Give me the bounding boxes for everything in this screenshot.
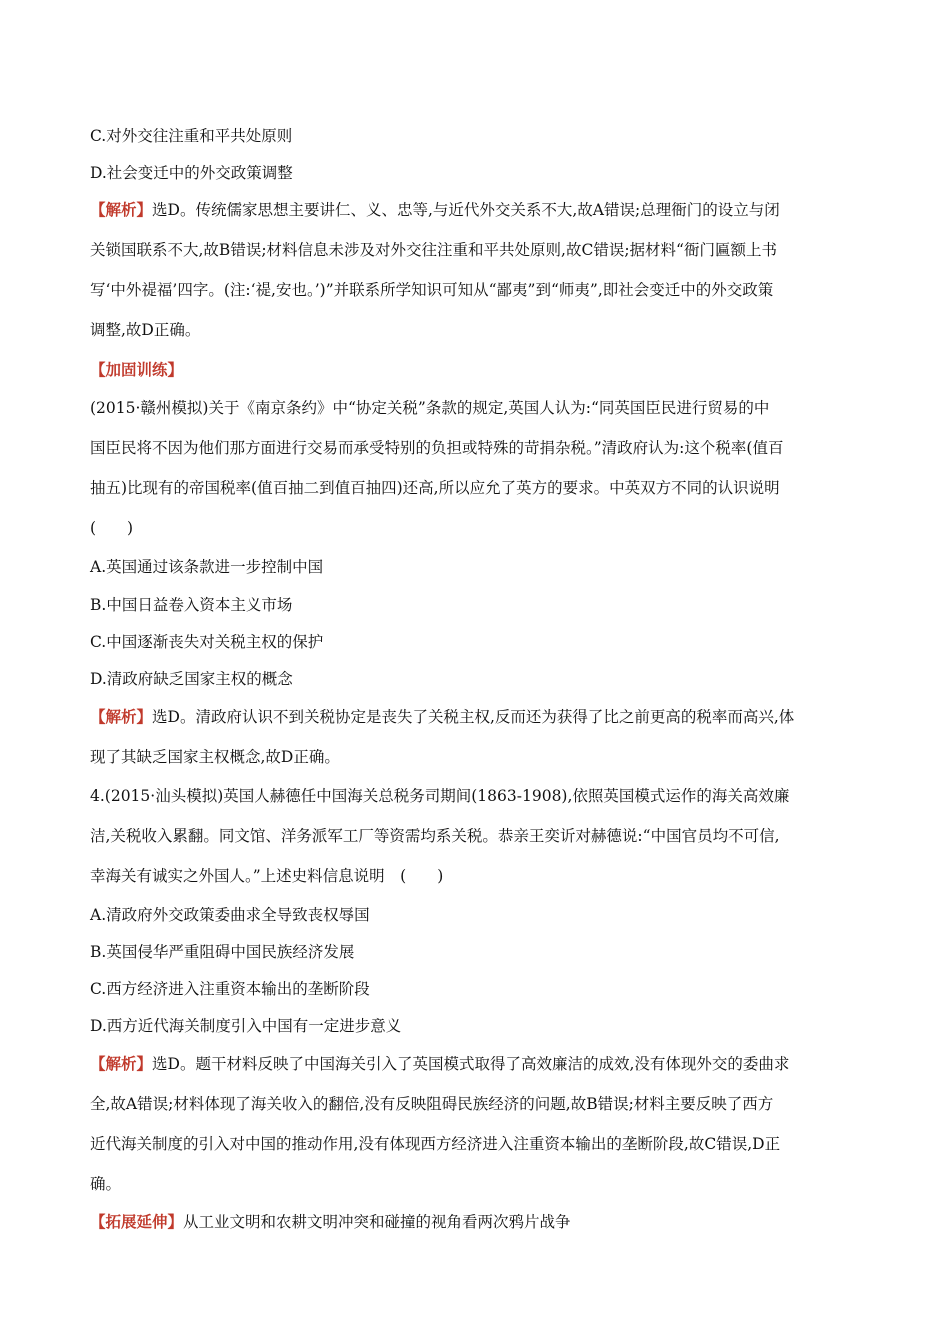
analysis-line: 【解析】选D。传统儒家思想主要讲仁、义、忠等,与近代外交关系不大,故A错误;总理衙门的设立与闭: [90, 200, 780, 219]
analysis-tag: 【解析】: [90, 200, 153, 219]
analysis-line: 【解析】选D。题干材料反映了中国海关引入了英国模式取得了高效廉洁的成效,没有体现外交的委曲求: [90, 1054, 790, 1073]
analysis-line: 现了其缺乏国家主权概念,故D正确。: [90, 748, 340, 766]
answer-blank: ( ): [90, 519, 134, 537]
option-d: D.清政府缺乏国家主权的概念: [90, 670, 293, 688]
option-a: A.清政府外交政策委曲求全导致丧权辱国: [90, 906, 370, 924]
option-d: D.西方近代海关制度引入中国有一定进步意义: [90, 1017, 402, 1035]
analysis-line: 确。: [90, 1175, 122, 1193]
option-b: B.中国日益卷入资本主义市场: [90, 596, 293, 614]
extension-line: 【拓展延伸】从工业文明和农耕文明冲突和碰撞的视角看两次鸦片战争: [90, 1212, 571, 1231]
extension-tag: 【拓展延伸】: [90, 1212, 184, 1231]
option-c: C.西方经济进入注重资本输出的垄断阶段: [90, 980, 370, 998]
analysis-line: 关锁国联系不大,故B错误;材料信息未涉及对外交往注重和平共处原则,故C错误;据材料“衙门匾额上书: [90, 241, 777, 259]
question-stem: 国臣民将不因为他们那方面进行交易而承受特别的负担或特殊的苛捐杂税。”清政府认为:这个税率(值百: [90, 439, 784, 457]
analysis-line: 全,故A错误;材料体现了海关收入的翻倍,没有反映阻碍民族经济的问题,故B错误;材料主要反映了西方: [90, 1095, 774, 1113]
question-stem: 4.(2015·汕头模拟)英国人赫德任中国海关总税务司期间(1863-1908),依照英国模式运作的海关高效廉: [90, 787, 790, 805]
question-stem: 抽五)比现有的帝国税率(值百抽二到值百抽四)还高,所以应允了英方的要求。中英双方不同的认识说明: [90, 479, 780, 497]
option-a: A.英国通过该条款进一步控制中国: [90, 558, 324, 576]
question-stem: 洁,关税收入累翻。同文馆、洋务派军工厂等资需均系关税。恭亲王奕䜣对赫德说:“中国官员均不可信,: [90, 827, 780, 845]
analysis-line: 调整,故D正确。: [90, 321, 201, 339]
analysis-line: 【解析】选D。清政府认识不到关税协定是丧失了关税主权,反而还为获得了比之前更高的税率而高兴,体: [90, 707, 795, 726]
option-c: C.对外交往注重和平共处原则: [90, 127, 293, 145]
question-stem: 幸海关有诚实之外国人。”上述史料信息说明 ( ): [90, 867, 444, 885]
practice-heading: 【加固训练】: [90, 360, 184, 379]
analysis-line: 写‘中外禔福’四字。(注:‘禔,安也。’)”并联系所学知识可知从“鄙夷”到“师夷”,即社会变迁中的外交政策: [90, 281, 774, 299]
option-c: C.中国逐渐丧失对关税主权的保护: [90, 633, 324, 651]
question-stem: (2015·赣州模拟)关于《南京条约》中“协定关税”条款的规定,英国人认为:“同英国臣民进行贸易的中: [90, 399, 770, 417]
option-b: B.英国侵华严重阻碍中国民族经济发展: [90, 943, 355, 961]
analysis-line: 近代海关制度的引入对中国的推动作用,没有体现西方经济进入注重资本输出的垄断阶段,故C错误,D正: [90, 1135, 781, 1153]
analysis-tag: 【解析】: [90, 1054, 153, 1073]
option-d: D.社会变迁中的外交政策调整: [90, 164, 293, 182]
analysis-tag: 【解析】: [90, 707, 153, 726]
